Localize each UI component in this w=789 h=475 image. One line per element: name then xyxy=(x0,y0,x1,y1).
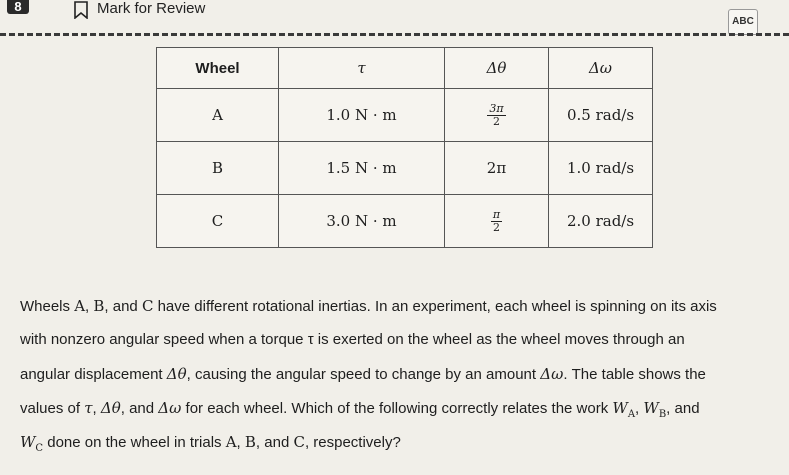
math-symbol: Δθ xyxy=(100,399,121,417)
math-subscript: C xyxy=(35,443,44,454)
math-symbol: C xyxy=(293,433,305,451)
text-run: , and xyxy=(255,434,294,451)
text-run: angular displacement xyxy=(20,366,167,383)
cell-delta-omega: 1.0 rad/s xyxy=(549,142,653,195)
table-row xyxy=(157,89,653,142)
cell-delta-omega: 0.5 rad/s xyxy=(549,89,653,142)
text-run: , and xyxy=(104,298,142,315)
math-symbol: C xyxy=(141,297,154,315)
math-subscript: B xyxy=(658,409,667,420)
math-symbol: Δθ xyxy=(166,365,187,383)
math-symbol: W xyxy=(612,399,628,417)
text-run: Wheels xyxy=(20,298,75,315)
text-run: have different rotational inertias. In an experiment, each wheel is spinning on its axis xyxy=(153,298,717,315)
text-run: done on the wheel in trials xyxy=(43,434,226,451)
question-header xyxy=(0,0,789,40)
cell-torque: 3.0 N · m xyxy=(279,195,445,248)
table-header-row xyxy=(157,48,653,89)
bookmark-icon[interactable] xyxy=(73,1,89,19)
header-delta-omega: Δω xyxy=(549,48,653,89)
math-symbol: Δω xyxy=(158,399,182,417)
cell-wheel: C xyxy=(157,195,279,248)
header-delta-theta: Δθ xyxy=(445,48,549,89)
question-line xyxy=(20,357,780,391)
cell-delta-theta xyxy=(445,89,549,142)
question-line xyxy=(20,391,780,425)
question-text xyxy=(20,289,780,459)
header-torque: τ xyxy=(279,48,445,89)
math-symbol: A xyxy=(225,433,237,451)
fraction-denominator: 2 xyxy=(492,114,500,128)
header-wheel: Wheel xyxy=(157,48,279,89)
fraction xyxy=(491,209,502,234)
cell-delta-theta xyxy=(445,195,549,248)
text-run: , xyxy=(92,400,101,417)
math-symbol: W xyxy=(643,399,659,417)
text-run: values of xyxy=(20,400,85,417)
text-run: , xyxy=(635,400,644,417)
math-symbol: Δω xyxy=(540,365,564,383)
header-divider xyxy=(0,33,789,36)
cell-delta-theta: 2π xyxy=(445,142,549,195)
math-subscript: A xyxy=(627,409,636,420)
text-run: . The table shows the xyxy=(563,366,706,383)
text-run: , respectively? xyxy=(304,434,401,451)
question-line xyxy=(20,289,780,323)
text-run: , and xyxy=(120,400,159,417)
math-symbol: W xyxy=(20,433,36,451)
fraction-numerator: π xyxy=(492,207,501,221)
fraction-numerator: 3π xyxy=(489,101,504,115)
fraction-denominator: 2 xyxy=(492,220,500,234)
question-line: with nonzero angular speed when a torque τ is exerted on the wheel as the wheel moves through an xyxy=(20,331,685,348)
math-symbol: B xyxy=(93,297,105,315)
math-symbol: τ xyxy=(84,399,93,417)
cell-wheel: A xyxy=(157,89,279,142)
fraction xyxy=(487,103,505,128)
question-line xyxy=(20,425,780,459)
text-run: , causing the angular speed to change by an amount xyxy=(186,366,541,383)
cell-torque: 1.5 N · m xyxy=(279,142,445,195)
text-run: , xyxy=(85,298,94,315)
table-row xyxy=(157,142,653,195)
math-symbol: B xyxy=(244,433,256,451)
text-run: for each wheel. Which of the following correctly relates the work xyxy=(181,400,613,417)
answer-eliminator-button[interactable]: ABC xyxy=(728,9,758,35)
table-row xyxy=(157,195,653,248)
math-symbol: A xyxy=(74,297,86,315)
text-run: , and xyxy=(666,400,700,417)
cell-delta-omega: 2.0 rad/s xyxy=(549,195,653,248)
data-table xyxy=(156,47,653,248)
cell-wheel: B xyxy=(157,142,279,195)
cell-torque: 1.0 N · m xyxy=(279,89,445,142)
mark-for-review-button[interactable]: Mark for Review xyxy=(97,0,206,17)
question-number: 8 xyxy=(7,0,29,14)
text-run: , xyxy=(236,434,245,451)
